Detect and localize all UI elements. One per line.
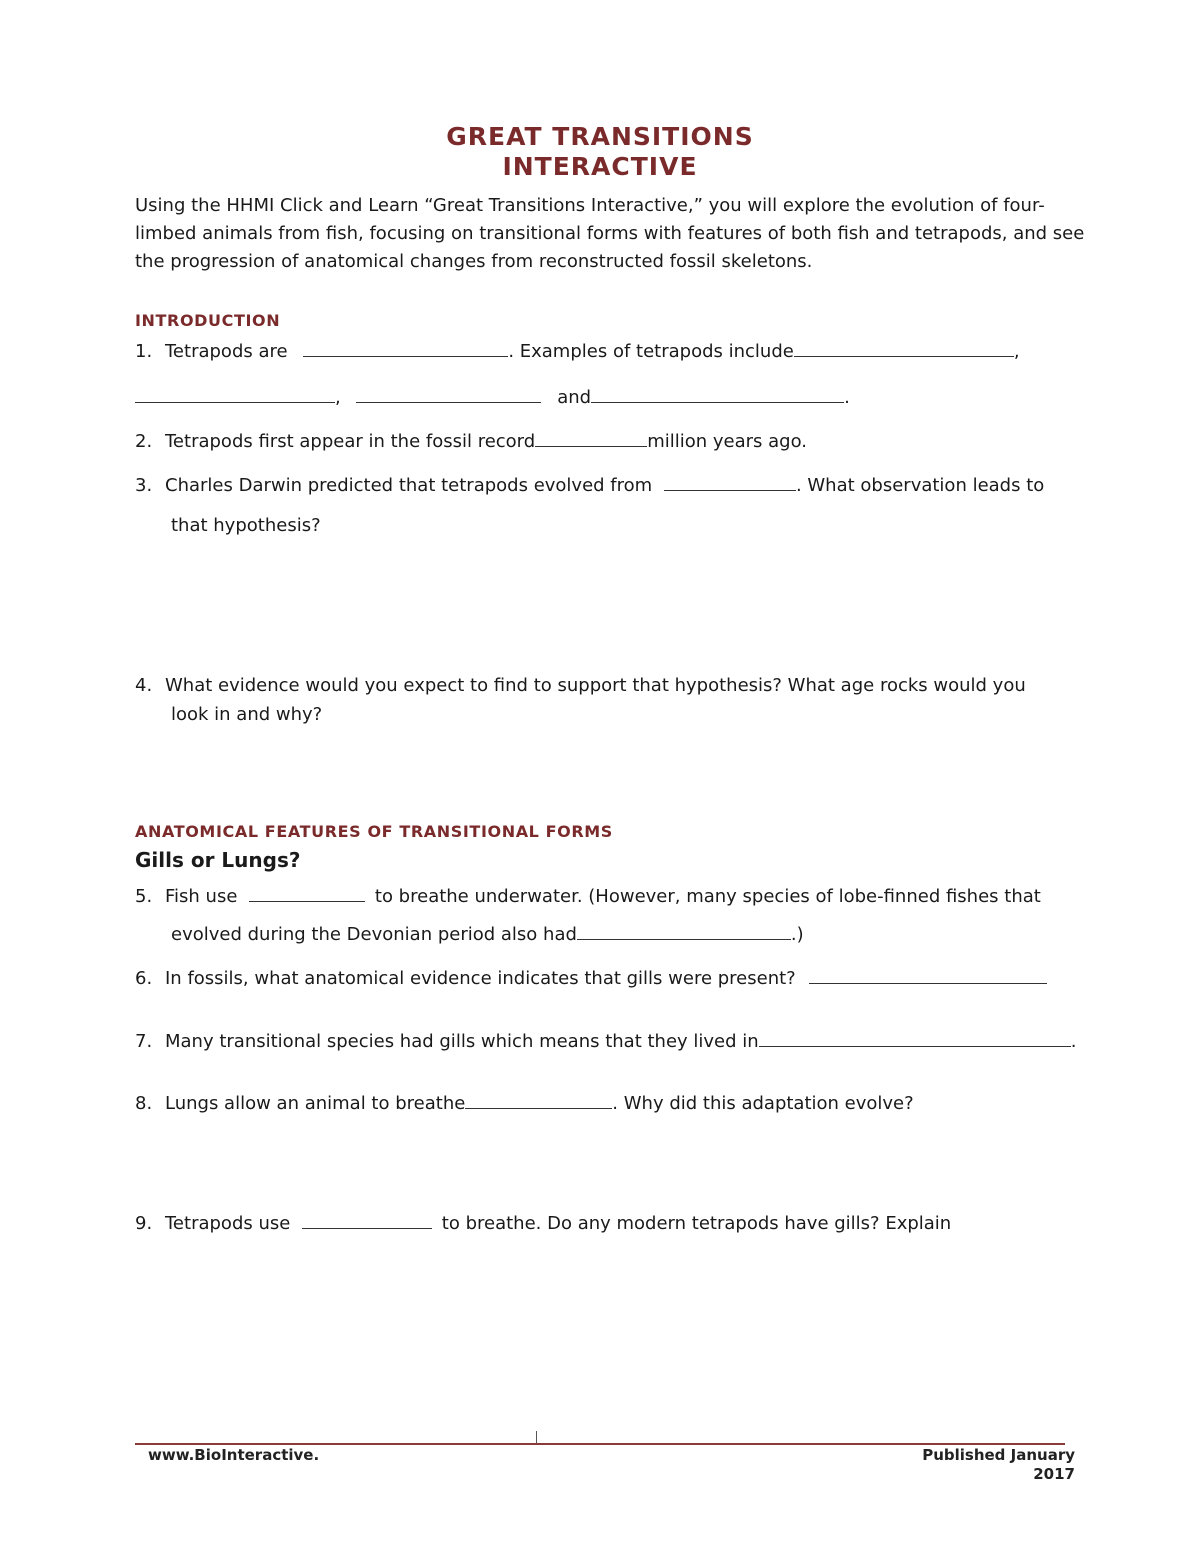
answer-blank[interactable] [664, 472, 796, 491]
question-3-cont: that hypothesis? [171, 515, 321, 536]
answer-blank[interactable] [135, 384, 335, 403]
question-1: 1. Tetrapods are . Examples of tetrapods include , [135, 338, 1020, 366]
question-8: 8. Lungs allow an animal to breathe . Why did this adaptation evolve? [135, 1090, 914, 1118]
question-5: 5. Fish use to breathe underwater. (However, many species of lobe-finned fishes that [135, 883, 1041, 911]
question-6: 6. In fossils, what anatomical evidence indicates that gills were present? [135, 965, 1047, 993]
answer-blank[interactable] [591, 384, 844, 403]
answer-blank[interactable] [535, 428, 647, 447]
question-3: 3. Charles Darwin predicted that tetrapods evolved from . What observation leads to [135, 472, 1044, 500]
answer-blank[interactable] [577, 921, 791, 940]
answer-blank[interactable] [759, 1028, 1071, 1047]
question-4: 4. What evidence would you expect to find to support that hypothesis? What age rocks would you [135, 675, 1026, 696]
answer-blank[interactable] [794, 338, 1014, 357]
answer-blank[interactable] [249, 883, 365, 902]
question-2: 2. Tetrapods first appear in the fossil record million years ago. [135, 428, 807, 456]
answer-blank[interactable] [302, 1210, 432, 1229]
footer-rule [135, 1443, 1065, 1445]
question-1-cont: , and . [135, 384, 850, 412]
question-5-cont: evolved during the Devonian period also had .) [171, 921, 804, 949]
answer-blank[interactable] [356, 384, 541, 403]
question-4-cont: look in and why? [171, 704, 323, 725]
subheading-gills-lungs: Gills or Lungs? [135, 848, 301, 872]
footer-marker [536, 1431, 537, 1443]
answer-blank[interactable] [465, 1090, 612, 1109]
intro-paragraph: Using the HHMI Click and Learn “Great Transitions Interactive,” you will explore the evolution of four- limbed animals from fish, focusing on transitional forms with features of both fish and tetrapods, and see the progression of anatomical changes from reconstructed fossil skeletons. [135, 195, 1085, 272]
question-7: 7. Many transitional species had gills which means that they lived in . [135, 1028, 1076, 1056]
page-title: GREAT TRANSITIONS INTERACTIVE [446, 122, 754, 181]
question-9: 9. Tetrapods use to breathe. Do any modern tetrapods have gills? Explain [135, 1210, 951, 1238]
answer-blank[interactable] [303, 338, 508, 357]
section-heading-anatomical: ANATOMICAL FEATURES OF TRANSITIONAL FORMS [135, 822, 613, 841]
section-heading-introduction: INTRODUCTION [135, 311, 281, 330]
footer-published: Published January 2017 [922, 1446, 1075, 1483]
answer-blank[interactable] [809, 965, 1047, 984]
footer-website: www.BioInteractive. [148, 1446, 320, 1464]
